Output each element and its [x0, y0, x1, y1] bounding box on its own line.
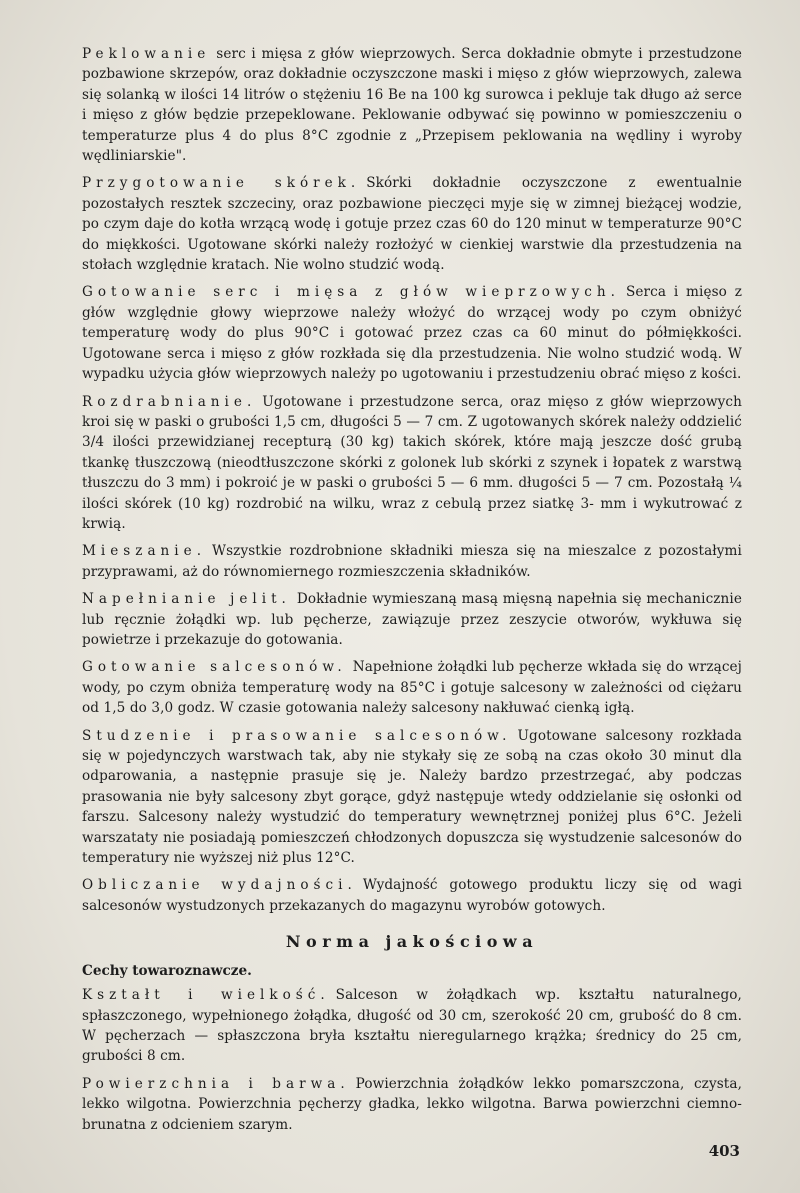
quality-section	[82, 985, 742, 1135]
paragraph-lead: Peklowanie	[82, 46, 211, 62]
paragraph-lead: Napełnianie jelit.	[82, 591, 291, 608]
paragraph-text: Dokładnie wymieszaną masą mięsną napełnia się mechanicznie lub ręcznie żołądki wp. lub pęcherze, zawiązuje przez zeszycie otworów, wykłuwa się powietrze i przekazuje do gotowania.	[82, 591, 742, 648]
section-heading: Norma jakościowa	[285, 932, 539, 952]
paragraph-text: Ugotowane i przestudzone serca, oraz mięso z głów wieprzowych kroi się w paski o grubości 1,5 cm, długości 5 — 7 cm. Z ugotowanych skórek należy oddzielić 3/4 ilości przewidzianej recepturą (30 kg) takich skórek, które mają jeszcze dość grubą tkankę tłuszczową (nieodtłuszczone skórki z golonek lub skórki z szynek i łopatek z warstwą tłuszczu do 3 mm) i pokroić je w paski o grubości 5 — 6 mm. długości 5 — 7 cm. Pozostałą ¼ ilości skórek (10 kg) rozdrobić na wilku, wraz z cebulą przez siatkę 3- mm i wykutrować z krwią.	[82, 393, 742, 532]
paragraph-text: Ugotowane salcesony rozkłada się w pojedynczych warstwach tak, aby nie stykały się ze sobą na czas około 30 minut dla odparowania, a następnie prasuje się je. Należy bardzo przestrzegać, aby podczas prasowania nie były salcesony zbyt gorące, gdyż następuje wtedy oddzielanie się osłonki od farszu. Salcesony należy wystudzić do temperatury wewnętrznej poniżej plus 6°C. Jeżeli warszataty nie posiadają pomieszczeń chłodzonych dopuszcza się wystudzenie salcesonów do temperatury nie wyższej niż plus 12°C.	[82, 727, 742, 867]
paragraph-lead: Studzenie i prasowanie salcesonów.	[82, 727, 512, 744]
paragraph	[82, 589, 742, 650]
paragraph	[82, 173, 742, 275]
paragraph-text: Napełnione żołądki lub pęcherze wkłada się do wrzącej wody, po czym obniża temperaturę wody na 85°C i gotuje salcesony w zależności od ciężaru od 1,5 do 3,0 godz. W czasie gotowania należy salcesony nakłuwać cienką igłą.	[82, 659, 742, 717]
paragraph	[82, 282, 742, 384]
paragraph-lead: Rozdrabnianie.	[82, 393, 257, 410]
paragraph-lead: Gotowanie serc i mięsa z głów wieprzowych.	[82, 284, 620, 301]
paragraph	[82, 657, 742, 718]
paragraph-lead: Powierzchnia i barwa.	[82, 1075, 350, 1092]
paragraph-text: Wszystkie rozdrobnione składniki miesza się na mieszalce z pozostałymi przyprawami, aż do równomiernego rozmieszczenia składników.	[82, 543, 742, 580]
paragraph	[82, 1074, 742, 1135]
paragraph-text: Wydajność gotowego produktu liczy się od wagi salcesonów wystudzonych przekazanych do magazynu wyrobów gotowych.	[82, 877, 742, 914]
recipe-section	[82, 44, 742, 916]
paragraph-lead: Gotowanie salcesonów.	[82, 659, 347, 676]
paragraph-lead: Przygotowanie skórek.	[82, 175, 361, 192]
paragraph-text: Salceson w żołądkach wp. kształtu naturalnego, spłaszczonego, wypełnionego żołądka, długość od 30 cm, szerokość 20 cm, grubość do 8 cm. W pęcherzach — spłaszczona bryła kształtu nieregularnego krążka; średnicy do 25 cm, grubości 8 cm.	[82, 987, 742, 1065]
paragraph	[82, 44, 742, 166]
paragraph	[82, 726, 742, 869]
subheading: Cechy towaroznawcze.	[82, 963, 252, 980]
paragraph-lead: Mieszanie.	[82, 543, 207, 560]
paragraph-lead: Kształt i wielkość.	[82, 987, 330, 1004]
paragraph-text: Serca i mięso z głów względnie głowy wieprzowe należy włożyć do wrzącej wody po czym obniżyć temperaturę wody do plus 90°C i gotować przez czas ca 60 minut do półmiękkości. Ugotowane serca i mięso z głów rozkłada się dla przestudzenia. Nie wolno studzić wodą. W wypadku użycia głów wieprzowych należy po ugotowaniu i przestudzeniu obrać mięso z kości.	[82, 284, 742, 383]
page-number: 403	[708, 1142, 740, 1160]
paragraph-text: Powierzchnia żołądków lekko pomarszczona, czysta, lekko wilgotna. Powierzchnia pęcherzy gładka, lekko wilgotna. Barwa powierzchni ciemno-brunatna z odcieniem szarym.	[82, 1075, 742, 1133]
paragraph-text: serc i mięsa z głów wieprzowych. Serca dokładnie obmyte i przestudzone pozbawione skrzepów, oraz dokładnie oczyszczone maski i mięso z głów wieprzowych, zalewa się solanką w ilości 14 litrów o stężeniu 16 Be na 100 kg surowca i pekluje tak długo aż serce i mięso z głów będzie przepeklowane. Peklowanie odbywać się powinno w pomieszczeniu o temperaturze plus 4 do plus 8°C zgodnie z „Przepisem peklowania na wędliny i wyroby wędliniarskie".	[82, 46, 742, 165]
paragraph	[82, 392, 742, 535]
paragraph-lead: Obliczanie wydajności.	[82, 877, 357, 894]
paragraph-text: Skórki dokładnie oczyszczone z ewentualnie pozostałych resztek szczeciny, oraz pozbawione pieczęci myje się w zimnej bieżącej wodzie, po czym daje do kotła wrzącą wodę i gotuje przez czas 60 do 120 minut w temperaturze 90°C do miękkości. Ugotowane skórki należy rozłożyć w cienkiej warstwie dla przestudzenia na stołach względnie kratach. Nie wolno studzić wodą.	[82, 175, 743, 274]
section-heading-wrap	[82, 932, 742, 951]
paragraph	[82, 985, 742, 1067]
paragraph	[82, 875, 742, 916]
paragraph	[82, 541, 742, 582]
